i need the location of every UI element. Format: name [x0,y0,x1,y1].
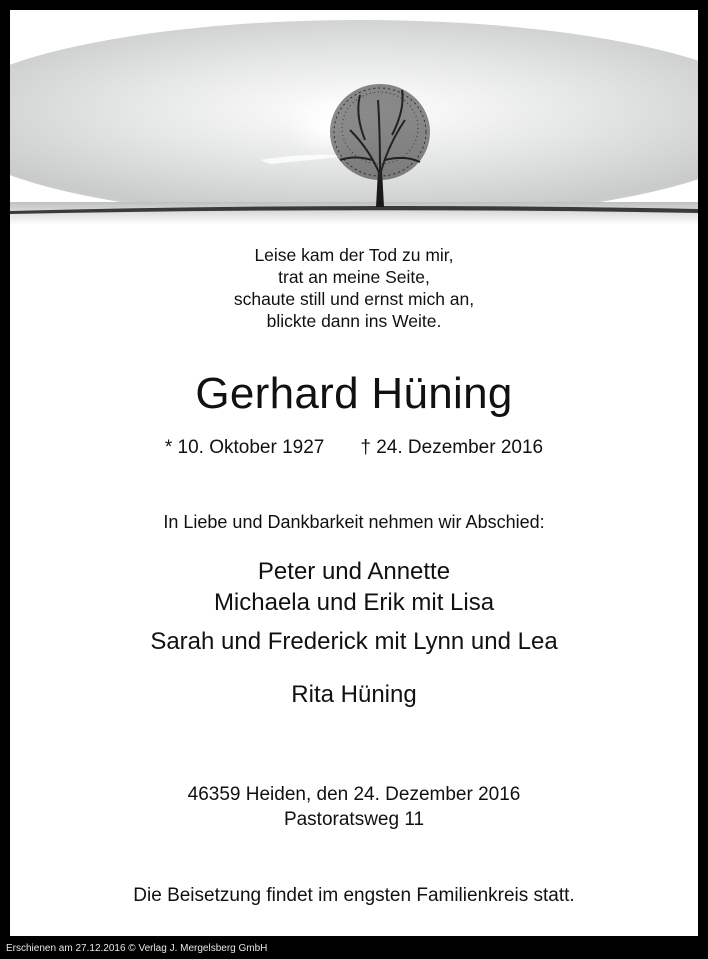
family-line: Rita Hüning [291,681,417,708]
deceased-name: Gerhard Hüning [195,369,513,418]
burial-note: Die Beisetzung findet im engsten Familienkreis statt. [133,885,575,906]
farewell-line: In Liebe und Dankbarkeit nehmen wir Abschied: [163,512,545,532]
poem [10,244,698,332]
life-dates [10,436,698,460]
tree-landscape-image [10,10,698,225]
family-line: Sarah und Frederick mit Lynn und Lea [150,628,558,655]
place-date: 46359 Heiden, den 24. Dezember 2016 [187,784,521,805]
poem-line: blickte dann ins Weite. [266,311,442,331]
family-line: Michaela und Erik mit Lisa [213,589,495,616]
obituary-notice [10,10,698,936]
family-group-1 [10,556,698,618]
poem-line: trat an meine Seite, [278,267,430,287]
poem-line: schaute still und ernst mich an, [233,289,475,309]
poem-line: Leise kam der Tod zu mir, [254,245,454,265]
address [10,782,698,832]
birth-date: * 10. Oktober 1927 [164,437,325,458]
publication-footer: Erschienen am 27.12.2016 © Verlag J. Mergelsberg GmbH [6,943,268,954]
street: Pastoratsweg 11 [283,809,425,830]
death-date: † 24. Dezember 2016 [360,437,544,458]
family-line: Peter und Annette [257,558,451,585]
